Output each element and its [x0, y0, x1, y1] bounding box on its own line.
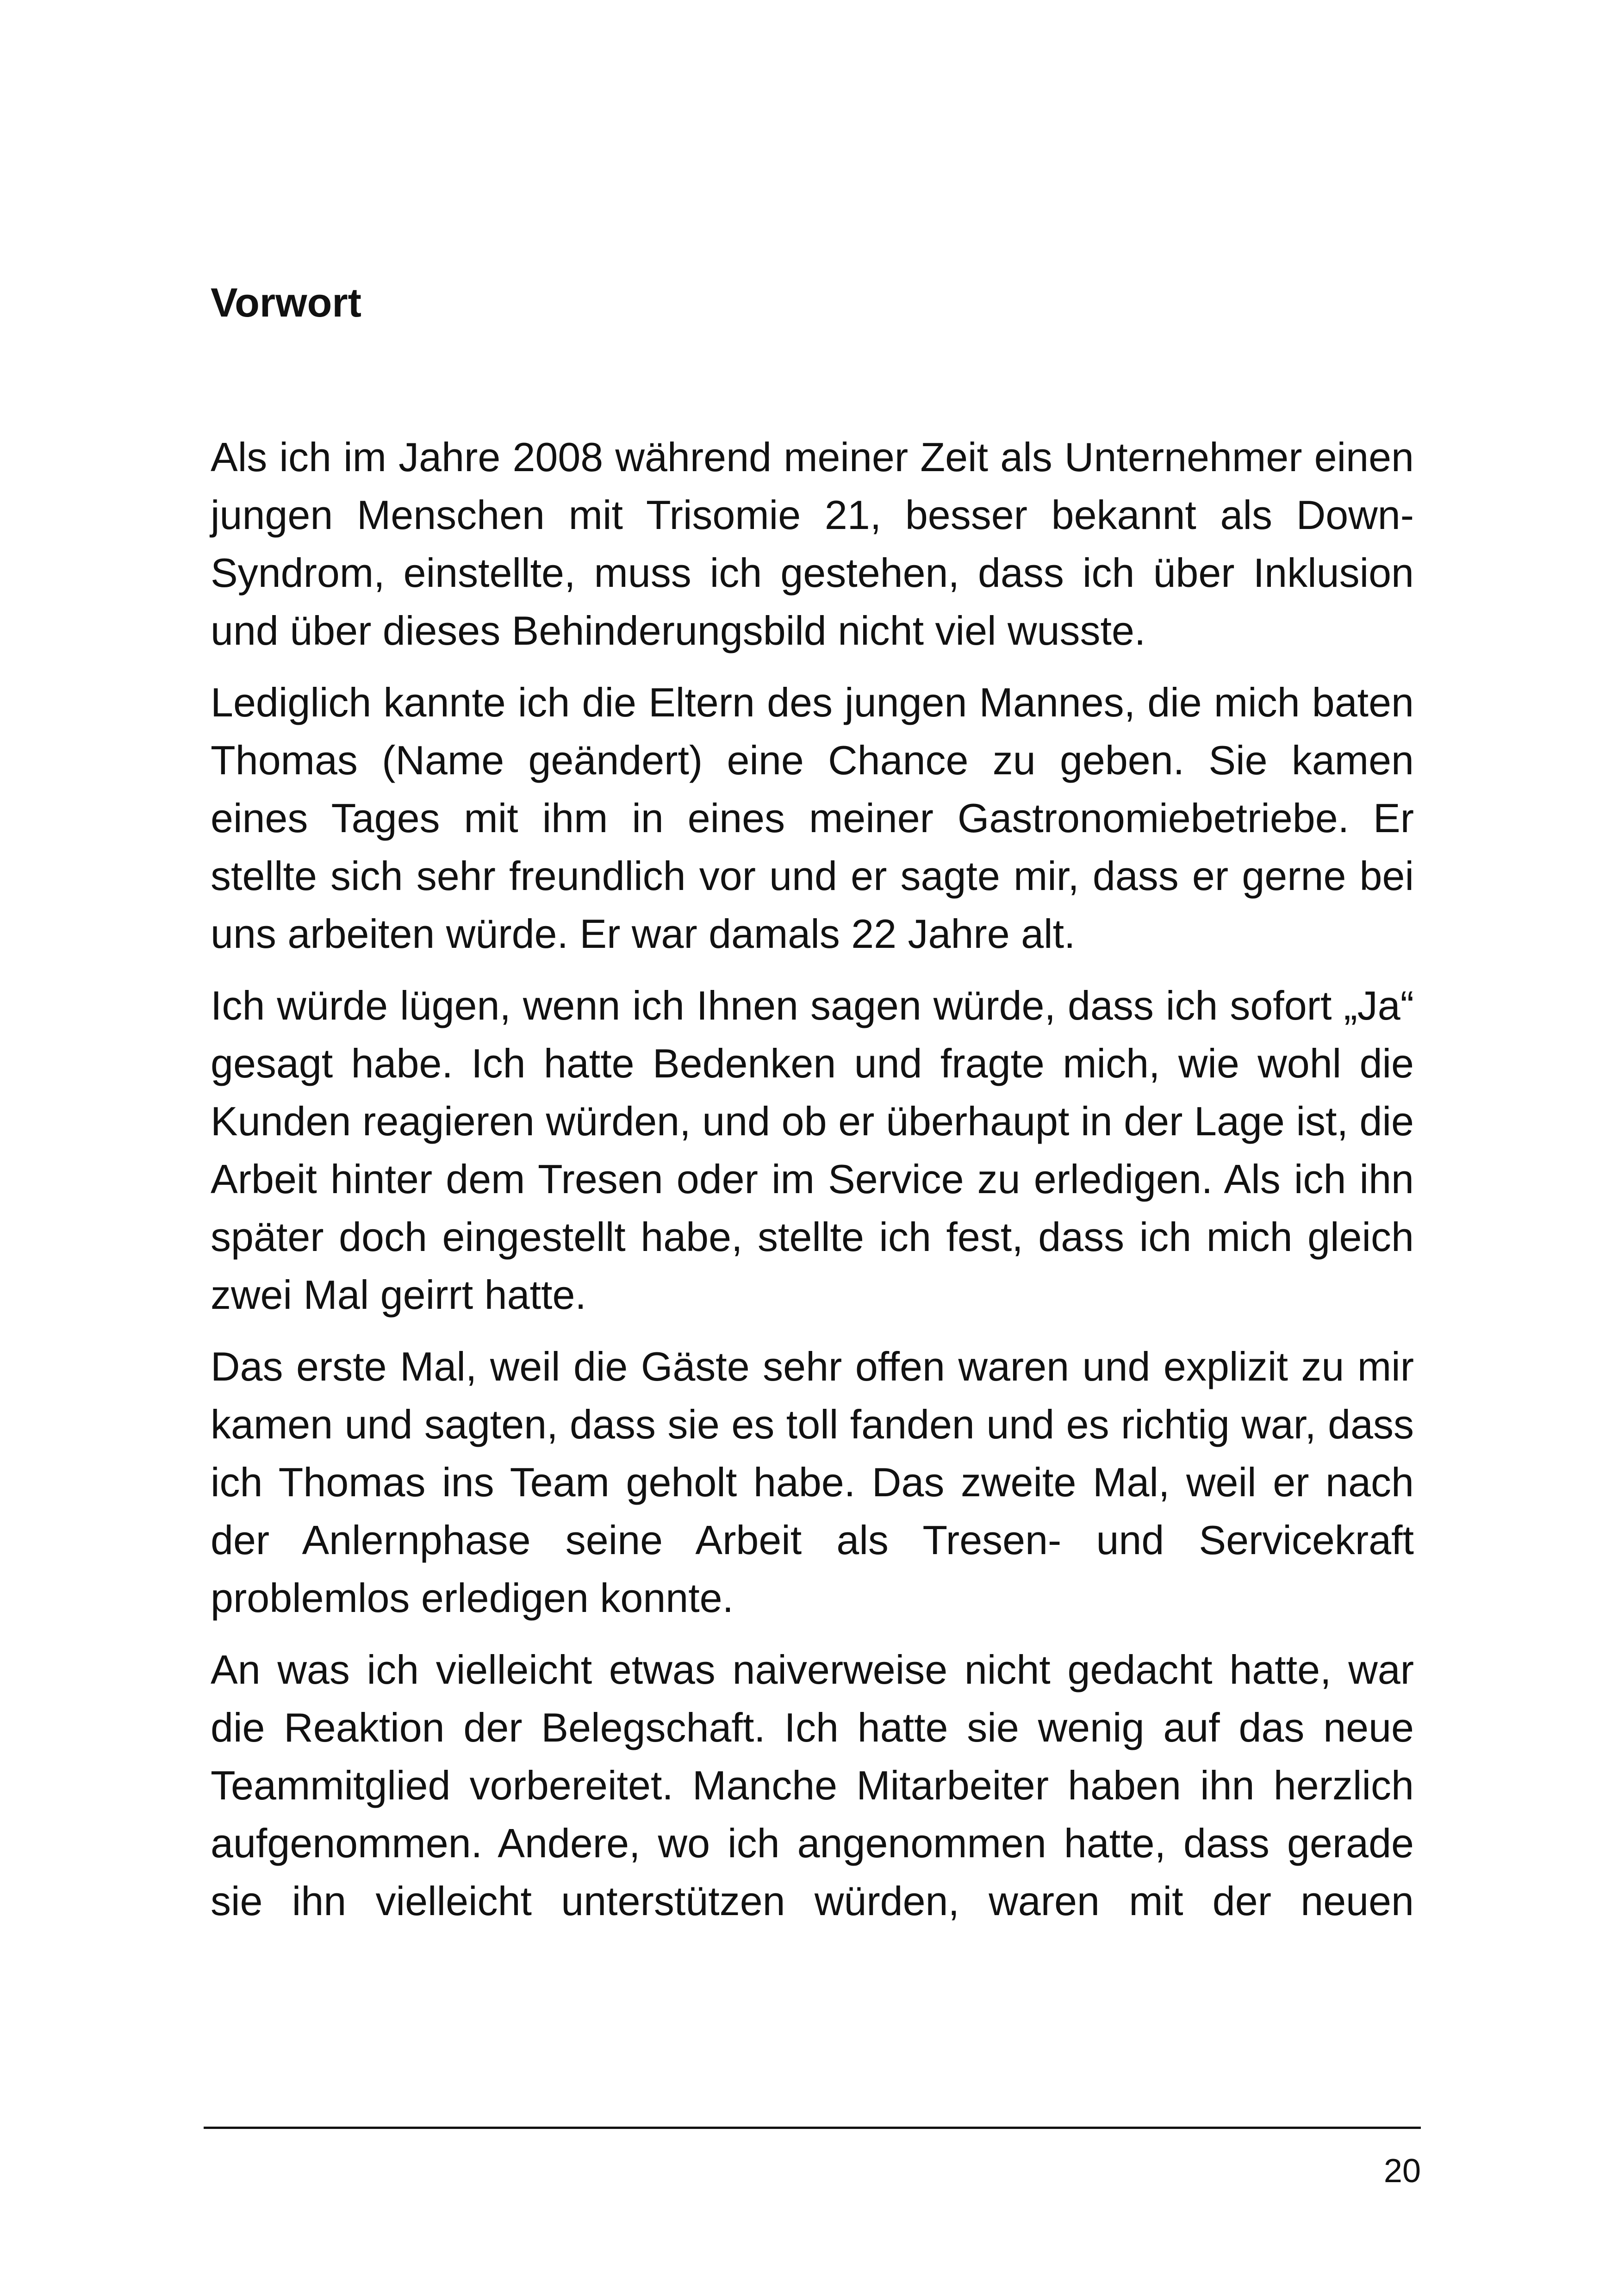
paragraph-1: Als ich im Jahre 2008 während meiner Zeit als Unternehmer einen jungen Menschen mit Trisomie 21, besser bekannt als Down- Syndrom, einstellte, muss ich gestehen, dass ich über Inklusion und über dieses Behinderungsbild nicht viel wusste. [211, 434, 1414, 653]
paragraph-3: Ich würde lügen, wenn ich Ihnen sagen würde, dass ich sofort „Ja“ gesagt habe. Ich hatte Bedenken und fragte mich, wie wohl die Kunden reagieren würden, und ob er überhaupt in der Lage ist, die Arbeit hinter dem Tresen oder im Service zu erledigen. Als ich ihn später doch eingestellt habe, stellte ich fest, dass ich mich gleich zwei Mal geirrt hatte. [211, 983, 1414, 1318]
page-heading: Vorwort [211, 280, 361, 325]
footer-divider [204, 2127, 1421, 2129]
page-number: 20 [1383, 2153, 1421, 2190]
paragraph-4: Das erste Mal, weil die Gäste sehr offen waren und explizit zu mir kamen und sagten, dass sie es toll fanden und es richtig war, dass ich Thomas ins Team geholt habe. Das zweite Mal, weil er nach der Anlernphase seine Arbeit als Tresen- und Servicekraft problemlos erledigen konnte. [211, 1344, 1414, 1621]
body-text [211, 428, 1414, 1944]
paragraph-5: An was ich vielleicht etwas naiverweise nicht gedacht hatte, war die Reaktion der Belegschaft. Ich hatte sie wenig auf das neue Teammitglied vorbereitet. Manche Mitarbeiter haben ihn herzlich aufgenommen. Andere, wo ich angenommen hatte, dass gerade sie ihn vielleicht unterstützen würden, waren mit der neuen [211, 1647, 1414, 1924]
paragraph-2: Lediglich kannte ich die Eltern des jungen Mannes, die mich baten Thomas (Name geändert) eine Chance zu geben. Sie kamen eines Tages mit ihm in eines meiner Gastronomiebetriebe. Er stellte sich sehr freundlich vor und er sagte mir, dass er gerne bei uns arbeiten würde. Er war damals 22 Jahre alt. [211, 679, 1414, 957]
